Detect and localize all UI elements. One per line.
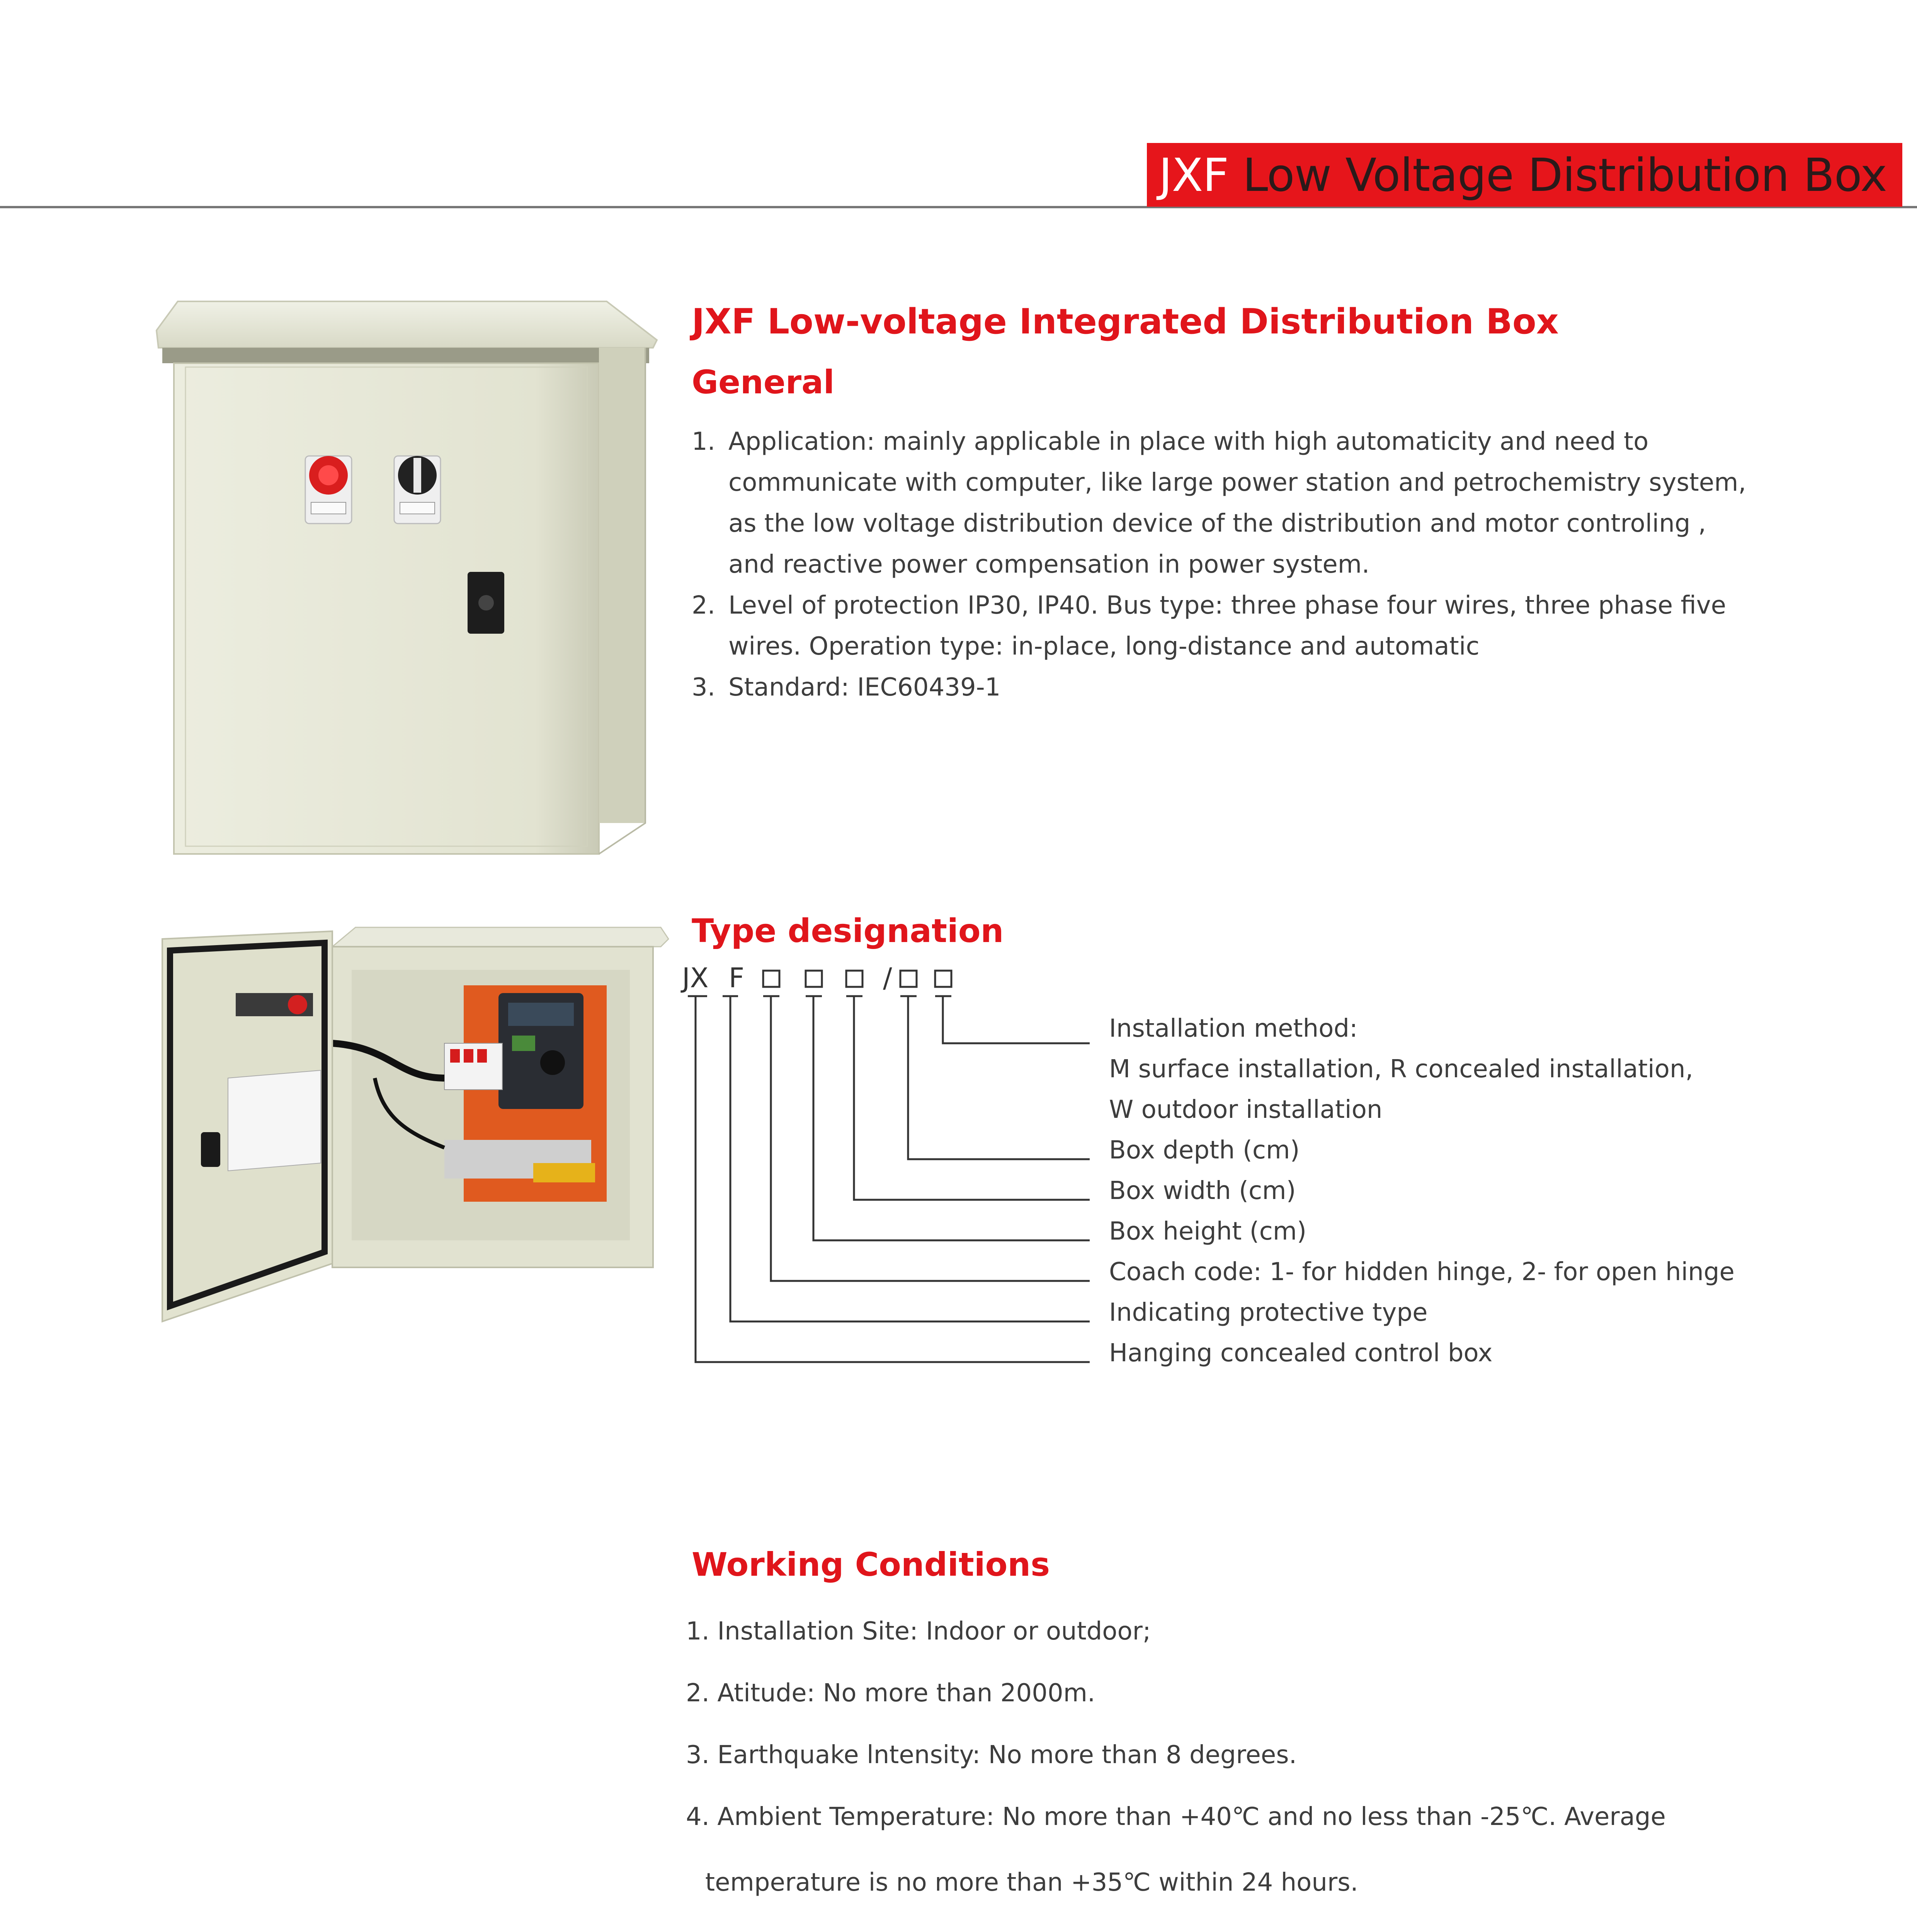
working-condition-line: 4. Ambient Temperature: No more than +40℃ and no less than -25℃. Average: [686, 1803, 1666, 1831]
legend-installation-options: M surface installation, R concealed installation,: [1109, 1055, 1693, 1083]
header-brand: JXF: [1158, 148, 1229, 202]
item-number: 3.: [692, 673, 716, 702]
general-line: as the low voltage distribution device of the distribution and motor controling ,: [728, 509, 1706, 538]
general-line: Level of protection IP30, IP40. Bus type: three phase four wires, three phase five: [728, 591, 1726, 620]
general-line: communicate with computer, like large power station and petrochemistry system,: [728, 468, 1746, 497]
legend-control-box: Hanging concealed control box: [1109, 1339, 1493, 1367]
type-designation-heading: Type designation: [692, 912, 1004, 950]
legend-box-depth: Box depth (cm): [1109, 1136, 1300, 1165]
code-slash: /: [883, 962, 892, 994]
working-condition-line: 3. Earthquake lntensity: No more than 8 degrees.: [686, 1741, 1297, 1769]
item-number: 1.: [692, 427, 716, 456]
working-conditions-heading: Working Conditions: [692, 1546, 1050, 1583]
general-heading: General: [692, 363, 835, 401]
code-f: F: [728, 962, 745, 994]
code-prefix: JX: [682, 962, 709, 994]
legend-box-height: Box height (cm): [1109, 1217, 1307, 1246]
header-title: Low Voltage Distribution Box: [1242, 148, 1887, 202]
general-line: and reactive power compensation in power system.: [728, 550, 1370, 579]
working-condition-line: 2. Atitude: No more than 2000m.: [686, 1679, 1095, 1708]
working-condition-line: temperature is no more than +35℃ within 24 hours.: [705, 1868, 1358, 1897]
type-code: [682, 962, 892, 994]
item-number: 2.: [692, 591, 716, 620]
main-title: JXF Low-voltage Integrated Distribution Box: [692, 301, 1559, 342]
general-line: wires. Operation type: in-place, long-distance and automatic: [728, 632, 1480, 661]
legend-coach-code: Coach code: 1- for hidden hinge, 2- for open hinge: [1109, 1258, 1735, 1286]
legend-installation-method: Installation method:: [1109, 1014, 1358, 1043]
legend-protective-type: Indicating protective type: [1109, 1298, 1428, 1327]
legend-box-width: Box width (cm): [1109, 1177, 1296, 1205]
legend-outdoor: W outdoor installation: [1109, 1095, 1383, 1124]
working-condition-line: 1. Installation Site: Indoor or outdoor;: [686, 1617, 1151, 1646]
general-line: Application: mainly applicable in place with high automaticity and need to: [728, 427, 1649, 456]
general-line: Standard: IEC60439-1: [728, 673, 1001, 702]
